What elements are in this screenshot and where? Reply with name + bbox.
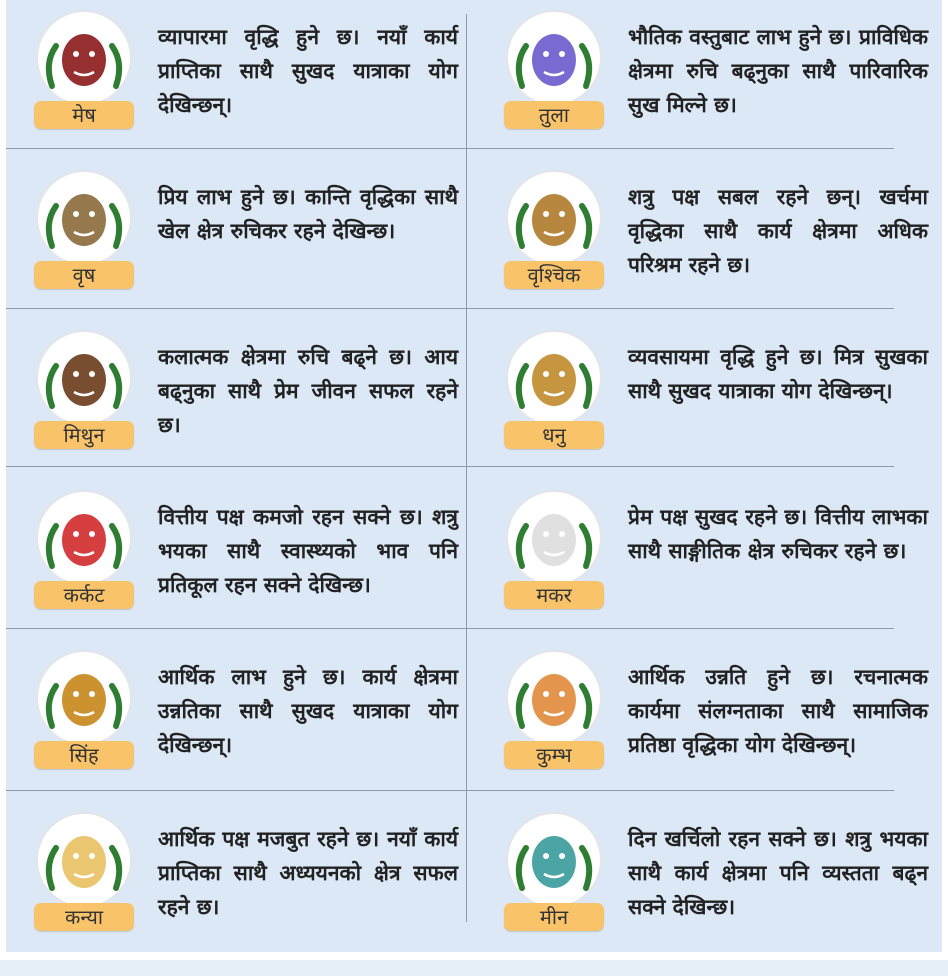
sign-name: वृष — [34, 261, 134, 289]
sign-name: मिथुन — [34, 421, 134, 449]
forecast-text: दिन खर्चिलो रहन सक्ने छ। शत्रु भयका साथै कार्य क्षेत्रमा पनि व्यस्तता बढ्न सक्ने देखिन्छ। — [628, 827, 928, 919]
sign-name: कन्या — [34, 903, 134, 931]
sign-name: कर्कट — [34, 581, 134, 609]
sign-cell-gemini — [0, 324, 470, 474]
sign-cell-scorpio — [470, 164, 940, 314]
forecast-text: वित्तीय पक्ष कमजो रहन सक्ने छ। शत्रु भयका साथै स्वास्थ्यको भाव पनि प्रतिकूल रहन सक्ने देखिन्छ। — [158, 505, 458, 597]
sign-name: वृश्चिक — [504, 261, 604, 289]
forecast-text: व्यवसायमा वृद्धि हुने छ। मित्र सुखका साथै सुखद यात्राका योग देखिन्छन्। — [628, 345, 928, 403]
bottom-strip — [0, 960, 948, 976]
sign-cell-leo — [0, 644, 470, 794]
sign-cell-virgo — [0, 806, 470, 956]
sign-name: मीन — [504, 903, 604, 931]
sign-cell-sagittarius — [470, 324, 940, 474]
zodiac-emblem — [34, 488, 134, 588]
sign-cell-libra — [470, 4, 940, 154]
forecast-text: आर्थिक लाभ हुने छ। कार्य क्षेत्रमा उन्नतिका साथै सुखद यात्राका योग देखिन्छन्। — [158, 665, 458, 757]
goat-icon — [504, 488, 604, 588]
forecast-text: व्यापारमा वृद्धि हुने छ। नयाँ कार्य प्राप्तिका साथै सुखद यात्राका योग देखिन्छन्। — [158, 25, 458, 117]
zodiac-emblem — [504, 648, 604, 748]
zodiac-emblem — [504, 810, 604, 910]
zodiac-emblem — [504, 328, 604, 428]
sign-cell-taurus — [0, 164, 470, 314]
forecast-text: कलात्मक क्षेत्रमा रुचि बढ्ने छ। आय बढ्नुका साथै प्रेम जीवन सफल रहने छ। — [158, 345, 458, 437]
forecast-text: आर्थिक उन्नति हुने छ। रचनात्मक कार्यमा संलग्नताका साथै सामाजिक प्रतिष्ठा वृद्धिका योग देखिन्छन्। — [628, 665, 928, 757]
forecast-text: आर्थिक पक्ष मजबुत रहने छ। नयाँ कार्य प्राप्तिका साथै अध्ययनको क्षेत्र सफल रहने छ। — [158, 827, 458, 919]
water-bearer-icon — [504, 648, 604, 748]
forecast-text: प्रेम पक्ष सुखद रहने छ। वित्तीय लाभका साथै साङ्गीतिक क्षेत्र रुचिकर रहने छ। — [628, 505, 928, 563]
fish-icon — [504, 810, 604, 910]
lion-icon — [34, 648, 134, 748]
zodiac-emblem — [34, 648, 134, 748]
ram-icon — [34, 8, 134, 108]
sign-cell-aquarius — [470, 644, 940, 794]
sign-name: सिंह — [34, 741, 134, 769]
archer-icon — [504, 328, 604, 428]
crab-icon — [34, 488, 134, 588]
bull-icon — [34, 168, 134, 268]
zodiac-emblem — [34, 168, 134, 268]
scorpion-icon — [504, 168, 604, 268]
zodiac-emblem — [34, 8, 134, 108]
zodiac-emblem — [34, 328, 134, 428]
sign-cell-pisces — [470, 806, 940, 956]
sign-cell-capricorn — [470, 484, 940, 634]
sign-name: कुम्भ — [504, 741, 604, 769]
twins-icon — [34, 328, 134, 428]
zodiac-emblem — [504, 168, 604, 268]
zodiac-emblem — [34, 810, 134, 910]
sign-cell-cancer — [0, 484, 470, 634]
forecast-text: प्रिय लाभ हुने छ। कान्ति वृद्धिका साथै खेल क्षेत्र रुचिकर रहने देखिन्छ। — [158, 185, 458, 243]
scales-icon — [504, 8, 604, 108]
forecast-text: भौतिक वस्तुबाट लाभ हुने छ। प्राविधिक क्षेत्रमा रुचि बढ्नुका साथै पारिवारिक सुख मिल्ने छ। — [628, 25, 928, 117]
zodiac-emblem — [504, 488, 604, 588]
sign-name: धनु — [504, 421, 604, 449]
zodiac-emblem — [504, 8, 604, 108]
forecast-text: शत्रु पक्ष सबल रहने छन्। खर्चमा वृद्धिका साथै कार्य क्षेत्रमा अधिक परिश्रम रहने छ। — [628, 185, 928, 277]
sign-name: मेष — [34, 101, 134, 129]
sign-cell-aries — [0, 4, 470, 154]
sign-name: तुला — [504, 101, 604, 129]
sign-name: मकर — [504, 581, 604, 609]
maiden-icon — [34, 810, 134, 910]
